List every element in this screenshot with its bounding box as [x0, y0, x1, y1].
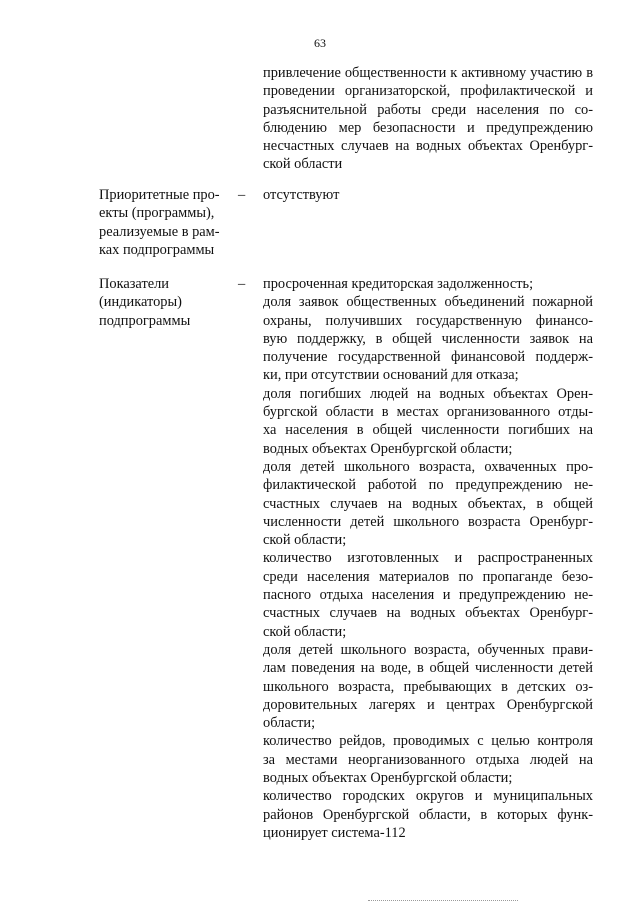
label-line: екты (программы), [99, 205, 215, 222]
projects-label [99, 186, 220, 259]
text-line: просроченная кредиторская задолженность; [263, 276, 534, 292]
text-line: доровительных лагерях и центрах Оренбургской [263, 696, 593, 713]
text-line: охраны, получивших государственную финансо- [263, 312, 593, 329]
text-line: водных объектах Оренбургской области; [263, 440, 513, 457]
indicator-item [263, 293, 593, 384]
text-line: ционирует система-112 [263, 824, 406, 841]
projects-value [263, 186, 593, 204]
indicator-item [263, 787, 593, 842]
indicator-item [263, 458, 593, 549]
indicators-dash: – [238, 276, 246, 292]
indicator-item [263, 549, 593, 640]
text-line: ской области; [263, 532, 347, 549]
text-line: лам поведения на воде, в общей численности детей [263, 660, 593, 677]
text-line: численности детей школьного возраста Оренбург- [263, 513, 593, 530]
text-line: вую поддержку, в общей численности заявок на [263, 330, 593, 347]
text-line: отсутствуют [263, 187, 340, 203]
text-line: бургской области в местах организованного отды- [263, 404, 593, 421]
scan-artifact [368, 900, 518, 902]
label-line: Показатели [99, 276, 170, 292]
text-line: несчастных случаев на водных объектах Оренбург- [263, 138, 593, 155]
label-line: (индикаторы) [99, 294, 182, 311]
text-line: филактической работой по предупреждению не- [263, 477, 593, 494]
text-line: области; [263, 715, 316, 732]
text-line: количество городских округов и муниципальных [263, 788, 593, 805]
text-line: районов Оренбургской области, в которых функ- [263, 806, 593, 823]
label-line: реализуемые в рам- [99, 223, 220, 240]
text-line: получение государственной финансовой поддерж- [263, 349, 593, 366]
text-line: среди населения материалов по пропаганде безо- [263, 568, 593, 585]
text-line: проведении организаторской, профилактической и [263, 83, 593, 100]
label-line: подпрограммы [99, 312, 191, 329]
indicators-list [263, 275, 593, 842]
text-line: доля погибших людей на водных объектах Орен- [263, 385, 593, 402]
projects-dash: – [238, 187, 246, 203]
text-line: количество изготовленных и распространенных [263, 550, 593, 567]
text-line: количество рейдов, проводимых с целью контроля [263, 733, 593, 750]
text-line: блюдению мер безопасности и предупреждению [263, 119, 593, 136]
text-line: доля детей школьного возраста, обученных прави- [263, 641, 593, 658]
indicator-item [263, 732, 593, 787]
text-line: ки, при отсутствии оснований для отказа; [263, 367, 519, 384]
indicator-item [263, 385, 593, 458]
text-line: счастных случаев на водных объектах Оренбург- [263, 605, 593, 622]
text-line: пасного отдыха населения и предупреждению не- [263, 587, 593, 604]
indicators-label [99, 275, 190, 330]
label-line: Приоритетные про- [99, 187, 220, 203]
text-line: разъяснительной работы среди населения по со- [263, 101, 593, 118]
page-number: 63 [314, 36, 326, 50]
intro-paragraph [263, 64, 593, 174]
indicator-item [263, 275, 593, 293]
indicator-item [263, 641, 593, 732]
text-line: доля заявок общественных объединений пожарной [263, 294, 593, 311]
text-line: школьного возраста, пребывающих в детских оз- [263, 678, 593, 695]
text-line: счастных случаев на водных объектах, в общей [263, 495, 593, 512]
text-line: ской области [263, 156, 343, 173]
text-line: водных объектах Оренбургской области; [263, 770, 513, 787]
text-line: ха населения в общей численности погибших на [263, 422, 593, 439]
text-line: привлечение общественности к активному участию в [263, 65, 593, 81]
text-line: ской области; [263, 623, 347, 640]
label-line: ках подпрограммы [99, 241, 215, 258]
text-line: за местами неорганизованного отдыха людей на [263, 751, 593, 768]
text-line: доля детей школьного возраста, охваченных про- [263, 458, 593, 475]
